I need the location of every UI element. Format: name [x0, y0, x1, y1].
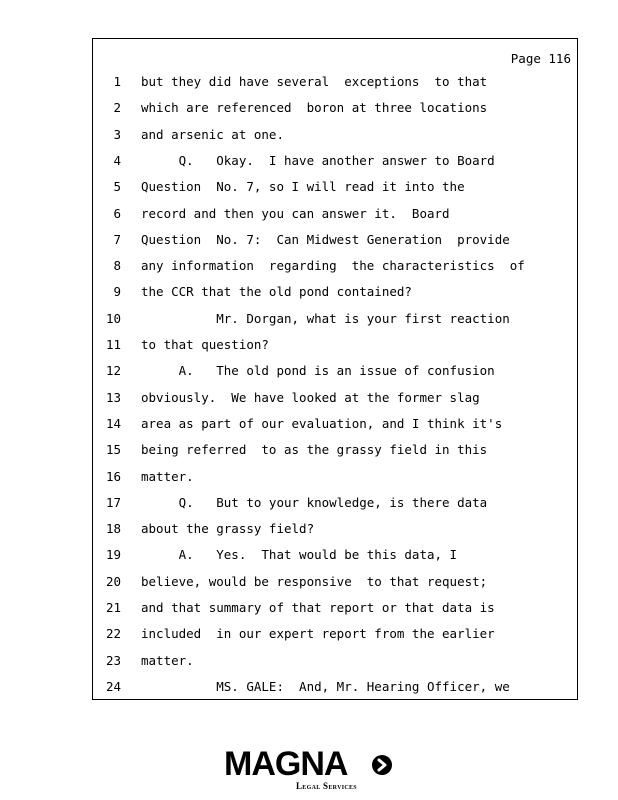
line-number: 21 — [105, 600, 121, 615]
line-text: about the grassy field? — [141, 521, 315, 537]
line-number: 13 — [105, 389, 121, 405]
line-number: 23 — [105, 652, 121, 668]
line-text: which are referenced boron at three locations — [141, 100, 488, 116]
line-text: Mr. Dorgan, what is your first reaction — [141, 310, 510, 326]
line-text: being referred to as the grassy field in this — [141, 442, 488, 458]
line-number: 22 — [105, 626, 121, 642]
line-number: 3 — [113, 126, 121, 142]
line-text: area as part of our evaluation, and I think it's — [141, 415, 503, 431]
line-text: the CCR that the old pond contained? — [141, 284, 412, 300]
arrow-icon — [371, 754, 393, 776]
line-text: A. The old pond is an issue of confusion — [141, 363, 495, 379]
line-text: matter. — [141, 652, 194, 668]
line-number: 11 — [105, 337, 121, 352]
line-text: included in our expert report from the earlier — [141, 626, 495, 642]
line-number: 20 — [105, 573, 121, 589]
line-number: 14 — [105, 415, 121, 431]
line-number: 16 — [105, 468, 121, 484]
line-text: Question No. 7, so I will read it into the — [141, 179, 465, 195]
line-number: 9 — [113, 284, 121, 300]
magna-logo — [224, 746, 396, 794]
line-number: 15 — [105, 442, 121, 458]
line-text: MS. GALE: And, Mr. Hearing Officer, we — [141, 678, 510, 694]
line-text: Question No. 7: Can Midwest Generation provide — [141, 231, 510, 247]
line-number: 18 — [105, 521, 121, 537]
line-number: 10 — [105, 310, 121, 326]
line-text: any information regarding the characteristics of — [141, 258, 525, 274]
line-number: 6 — [113, 205, 121, 221]
line-number: 19 — [105, 547, 121, 563]
line-number: 12 — [105, 363, 121, 379]
line-number: 24 — [105, 678, 121, 694]
line-text: A. Yes. That would be this data, I — [141, 547, 458, 563]
line-number: 2 — [113, 100, 121, 116]
line-text: to that question? — [141, 337, 269, 352]
line-text: Q. But to your knowledge, is there data — [141, 494, 488, 510]
line-number: 1 — [113, 74, 121, 89]
line-text: obviously. We have looked at the former slag — [141, 389, 480, 405]
line-text: matter. — [141, 468, 194, 484]
page-number: Page 116 — [510, 51, 571, 66]
line-number: 8 — [113, 258, 121, 274]
logo-subtitle: Legal Services — [296, 781, 357, 791]
transcript-page — [92, 38, 578, 700]
line-number: 4 — [113, 152, 121, 168]
line-text: believe, would be responsive to that request; — [141, 573, 488, 589]
line-text: record and then you can answer it. Board — [141, 205, 450, 221]
line-number: 5 — [113, 179, 121, 195]
line-text: but they did have several exceptions to that — [141, 74, 488, 89]
logo-wordmark: MAGNA — [224, 745, 348, 783]
line-text: Q. Okay. I have another answer to Board — [141, 152, 495, 168]
line-number: 7 — [113, 231, 121, 247]
line-text: and that summary of that report or that data is — [141, 600, 495, 615]
line-number: 17 — [105, 494, 121, 510]
line-text: and arsenic at one. — [141, 126, 284, 142]
